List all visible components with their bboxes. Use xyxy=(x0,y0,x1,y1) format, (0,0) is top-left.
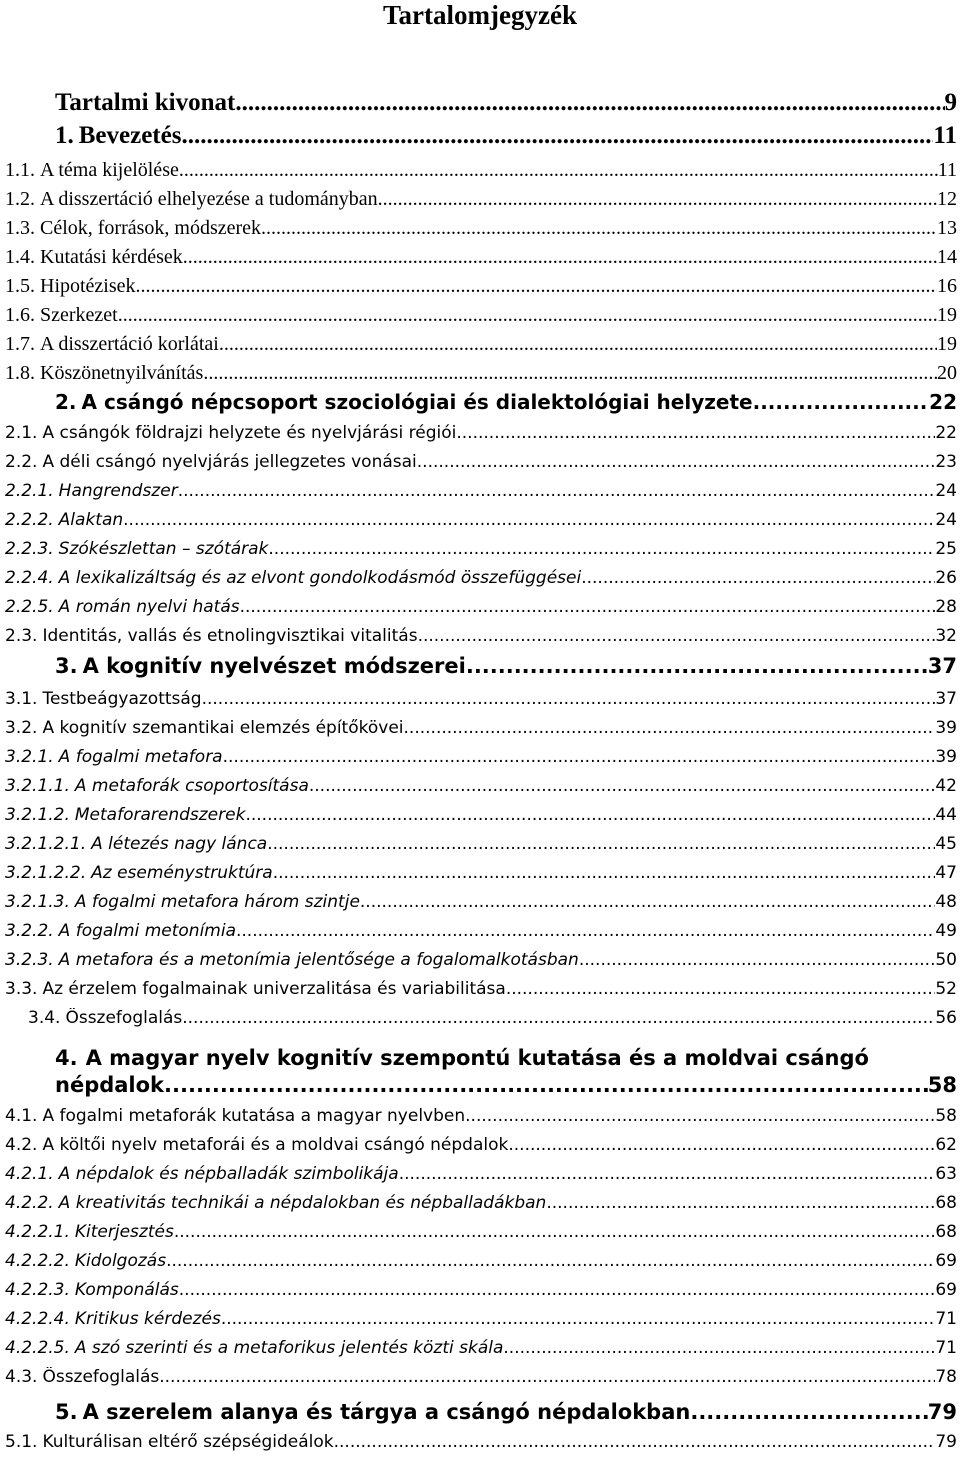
dot-leader xyxy=(219,333,937,356)
toc-entry-page-number: 52 xyxy=(935,979,957,999)
toc-entry-page-number: 22 xyxy=(929,390,957,414)
dot-leader xyxy=(508,1135,935,1155)
toc-entry-number: 3.1. xyxy=(5,689,38,709)
toc-entry-number: 4.1. xyxy=(5,1106,38,1126)
dot-leader xyxy=(221,1309,936,1329)
toc-entry-number: 1.4. xyxy=(5,246,35,268)
toc-entry-number: 2.2.3. xyxy=(5,539,54,559)
toc-entry-page-number: 39 xyxy=(935,718,957,738)
toc-entry-page-number: 28 xyxy=(935,597,957,617)
toc-entry-number: 2. xyxy=(55,390,77,414)
toc-entry-page-number: 9 xyxy=(944,89,957,116)
dot-leader xyxy=(179,1280,936,1300)
toc-entry-title-line1 xyxy=(55,1043,869,1073)
toc-entry-page-number: 23 xyxy=(935,452,957,472)
toc-entry[interactable] xyxy=(5,979,957,999)
dot-leader xyxy=(179,159,938,182)
toc-entry[interactable] xyxy=(5,275,957,298)
toc-entry-text: A fogalmi metonímia xyxy=(58,921,236,941)
toc-entry-text: A csángó népcsoport szociológiai és dialektológiai helyzete xyxy=(81,390,753,414)
toc-entry-number: 4.2.2.4. xyxy=(5,1309,70,1329)
toc-entry[interactable] xyxy=(5,1309,957,1329)
page-title: Tartalomjegyzék xyxy=(383,0,577,30)
toc-entry-page-number: 62 xyxy=(935,1135,957,1155)
toc-entry[interactable] xyxy=(55,1400,957,1424)
toc-entry-number: 4.2.2.1. xyxy=(5,1222,70,1242)
toc-entry-text: A román nyelvi hatás xyxy=(58,597,240,617)
dot-leader xyxy=(417,452,936,472)
dot-leader xyxy=(202,689,936,709)
toc-entry-text: A csángók földrajzi helyzete és nyelvjárási régiói xyxy=(42,423,457,443)
toc-entry-number: 3.2.3. xyxy=(5,950,54,970)
dot-leader xyxy=(399,1164,936,1184)
toc-entry-text: Szókészlettan – szótárak xyxy=(58,539,269,559)
dot-leader xyxy=(236,921,935,941)
toc-entry-number: 1.3. xyxy=(5,217,35,239)
toc-entry[interactable] xyxy=(5,805,957,825)
dot-leader xyxy=(235,89,944,117)
toc-entry[interactable] xyxy=(5,1280,957,1300)
toc-entry-text: A kreativitás technikái a népdalokban és népballadákban xyxy=(58,1193,547,1213)
toc-entry-page-number: 79 xyxy=(927,1400,957,1424)
toc-entry-text: A szerelem alanya és tárgya a csángó népdalokban xyxy=(82,1400,691,1424)
toc-entry-text: A magyar nyelv kognitív szempontú kutatása és a moldvai csángó xyxy=(85,1046,869,1070)
toc-entry-text: A költői nyelv metaforái és a moldvai csángó népdalok xyxy=(42,1135,509,1155)
dot-leader xyxy=(334,1432,936,1452)
toc-entry-page-number: 12 xyxy=(937,188,957,210)
toc-entry[interactable] xyxy=(5,246,957,269)
toc-entry-text: Célok, források, módszerek xyxy=(40,217,262,239)
toc-entry-text: A disszertáció korlátai xyxy=(40,333,219,355)
toc-entry-number: 2.2.4. xyxy=(5,568,54,588)
toc-entry-text: A népdalok és népballadák szimbolikája xyxy=(58,1164,399,1184)
toc-entry-page-number: 71 xyxy=(935,1309,957,1329)
toc-entry[interactable] xyxy=(5,626,957,646)
toc-entry-number: 1.7. xyxy=(5,333,35,355)
toc-entry[interactable] xyxy=(5,1367,957,1387)
dot-leader xyxy=(118,304,937,327)
toc-entry[interactable] xyxy=(5,597,957,617)
toc-entry-text: A déli csángó nyelvjárás jellegzetes vonásai xyxy=(42,452,417,472)
toc-entry-number: 3.2.1. xyxy=(5,747,54,767)
toc-entry[interactable] xyxy=(5,950,957,970)
toc-entry-number: 1.8. xyxy=(5,362,35,384)
toc-entry-page-number: 42 xyxy=(935,776,957,796)
dot-leader xyxy=(178,481,936,501)
toc-entry-number: 3.2.1.3. xyxy=(5,892,70,912)
toc-entry-number: 3.2.2. xyxy=(5,921,54,941)
dot-leader xyxy=(136,275,937,298)
toc-entry-number: 2.1. xyxy=(5,423,38,443)
toc-entry-page-number: 71 xyxy=(935,1338,957,1358)
toc-entry[interactable] xyxy=(5,834,957,854)
dot-leader xyxy=(182,1008,935,1028)
toc-entry-text: A fogalmi metafora három szintje xyxy=(74,892,360,912)
toc-entry-page-number: 78 xyxy=(935,1367,957,1387)
dot-leader xyxy=(309,776,936,796)
dot-leader xyxy=(261,217,937,240)
toc-entry[interactable] xyxy=(5,1222,957,1242)
dot-leader xyxy=(506,979,936,999)
dot-leader xyxy=(203,362,937,385)
toc-entry-text: A szó szerinti és a metaforikus jelentés közti skála xyxy=(74,1338,504,1358)
toc-entry-text: Az érzelem fogalmainak univerzalitása és variabilitása xyxy=(42,979,506,999)
toc-entry-page-number: 19 xyxy=(937,333,957,355)
dot-leader xyxy=(579,950,936,970)
toc-entry-number: 3.3. xyxy=(5,979,38,999)
dot-leader xyxy=(546,1193,935,1213)
toc-entry-text: A lexikalizáltság és az elvont gondolkodásmód összefüggései xyxy=(58,568,582,588)
toc-entry-page-number: 24 xyxy=(935,510,957,530)
dot-leader xyxy=(690,1400,927,1424)
toc-entry-number: 5.1. xyxy=(5,1432,38,1452)
toc-entry-number: 1.2. xyxy=(5,188,35,210)
toc-entry[interactable] xyxy=(5,1106,957,1126)
toc-entry[interactable] xyxy=(5,333,957,356)
toc-entry-text: Hipotézisek xyxy=(40,275,136,297)
toc-entry-number: 4.2.2.5. xyxy=(5,1338,70,1358)
toc-entry-text: Hangrendszer xyxy=(58,481,178,501)
toc-entry-text: Tartalmi kivonat xyxy=(55,89,236,116)
toc-entry-number: 4.2.2. xyxy=(5,1193,54,1213)
toc-entry-page-number: 16 xyxy=(937,275,957,297)
dot-leader xyxy=(174,1222,936,1242)
toc-entry-text: A metafora és a metonímia jelentősége a fogalomalkotásban xyxy=(58,950,579,970)
dot-leader xyxy=(378,188,937,211)
toc-entry-page-number: 50 xyxy=(935,950,957,970)
toc-entry-text: Alaktan xyxy=(58,510,124,530)
toc-entry-page-number: 69 xyxy=(935,1251,957,1271)
toc-entry-text: Köszönetnyilvánítás xyxy=(40,362,204,384)
toc-entry[interactable] xyxy=(5,510,957,530)
toc-entry-text: Szerkezet xyxy=(40,304,118,326)
toc-entry[interactable] xyxy=(5,921,957,941)
toc-entry[interactable] xyxy=(55,1073,957,1097)
toc-entry-page-number: 19 xyxy=(937,304,957,326)
dot-leader xyxy=(273,863,936,883)
toc-entry-page-number: 24 xyxy=(935,481,957,501)
toc-entry[interactable] xyxy=(5,539,957,559)
toc-entry-page-number: 44 xyxy=(935,805,957,825)
toc-entry-number: 2.2. xyxy=(5,452,38,472)
dot-leader xyxy=(166,1251,935,1271)
toc-entry-text: Identitás, vallás és etnolingvisztikai vitalitás xyxy=(42,626,418,646)
toc-entry[interactable] xyxy=(55,654,957,678)
toc-entry-page-number: 45 xyxy=(935,834,957,854)
dot-leader xyxy=(465,1106,935,1126)
toc-entry-page-number: 32 xyxy=(935,626,957,646)
toc-entry[interactable] xyxy=(5,863,957,883)
toc-entry-text: A fogalmi metaforák kutatása a magyar nyelvben xyxy=(42,1106,466,1126)
toc-entry[interactable] xyxy=(5,362,957,385)
toc-entry-page-number: 58 xyxy=(935,1106,957,1126)
dot-leader xyxy=(360,892,935,912)
dot-leader xyxy=(503,1338,935,1358)
toc-entry-page-number: 39 xyxy=(935,747,957,767)
toc-entry[interactable] xyxy=(5,304,957,327)
toc-entry-page-number: 47 xyxy=(935,863,957,883)
toc-entry-number: 1.6. xyxy=(5,304,35,326)
toc-entry-text-continuation: népdalok xyxy=(55,1073,165,1097)
toc-entry-page-number: 25 xyxy=(935,539,957,559)
toc-entry-number: 2.2.1. xyxy=(5,481,54,501)
toc-entry-page-number: 13 xyxy=(937,217,957,239)
dot-leader xyxy=(418,626,936,646)
toc-entry-text: A disszertáció elhelyezése a tudományban xyxy=(40,188,378,210)
toc-entry[interactable] xyxy=(5,568,957,588)
toc-entry[interactable] xyxy=(5,747,957,767)
toc-entry-number: 3.2. xyxy=(5,718,38,738)
toc-entry-page-number: 68 xyxy=(935,1193,957,1213)
toc-entry-text: Kutatási kérdések xyxy=(40,246,183,268)
toc-entry[interactable] xyxy=(5,1338,957,1358)
toc-entry-text: Metaforarendszerek xyxy=(74,805,246,825)
toc-entry-text: A téma kijelölése xyxy=(40,159,179,181)
toc-entry-number: 3.2.1.2.1. xyxy=(5,834,87,854)
dot-leader xyxy=(404,718,936,738)
dot-leader xyxy=(164,1073,928,1097)
toc-entry-text: A kognitív szemantikai elemzés építőkövei xyxy=(42,718,404,738)
toc-entry[interactable] xyxy=(5,718,957,738)
toc-entry-text: Összefoglalás xyxy=(65,1008,183,1028)
toc-entry-text: Komponálás xyxy=(74,1280,179,1300)
toc-entry-text: A metaforák csoportosítása xyxy=(74,776,309,796)
toc-entry-number: 3. xyxy=(55,654,78,678)
toc-entry-number: 4.2.2.3. xyxy=(5,1280,70,1300)
dot-leader xyxy=(581,568,935,588)
toc-entry-text: Kritikus kérdezés xyxy=(74,1309,221,1329)
toc-entry-page-number: 48 xyxy=(935,892,957,912)
toc-entry-text: A létezés nagy lánca xyxy=(91,834,268,854)
dot-leader xyxy=(466,654,928,678)
toc-entry-number: 2.2.2. xyxy=(5,510,54,530)
toc-entry-page-number: 37 xyxy=(935,689,957,709)
dot-leader xyxy=(267,834,935,854)
toc-entry[interactable] xyxy=(5,776,957,796)
toc-entry[interactable] xyxy=(5,892,957,912)
toc-entry-page-number: 79 xyxy=(935,1432,957,1452)
dot-leader xyxy=(245,805,935,825)
toc-entry[interactable] xyxy=(5,1193,957,1213)
toc-entry-page-number: 22 xyxy=(935,423,957,443)
toc-entry-page-number: 11 xyxy=(933,122,957,149)
toc-entry-text: Kiterjesztés xyxy=(74,1222,174,1242)
dot-leader xyxy=(123,510,935,530)
toc-entry-page-number: 56 xyxy=(935,1008,957,1028)
toc-entry[interactable] xyxy=(5,452,957,472)
toc-entry-number: 4.2.2.2. xyxy=(5,1251,70,1271)
toc-entry[interactable] xyxy=(5,1432,957,1452)
toc-entry-page-number: 68 xyxy=(935,1222,957,1242)
toc-entry-text: A kognitív nyelvészet módszerei xyxy=(82,654,466,678)
toc-entry-number: 4.2.1. xyxy=(5,1164,54,1184)
toc-entry-page-number: 14 xyxy=(937,246,957,268)
dot-leader xyxy=(456,423,935,443)
toc-entry-number: 4. xyxy=(55,1046,78,1070)
toc-entry-page-number: 58 xyxy=(927,1073,957,1097)
toc-entry[interactable] xyxy=(55,390,957,414)
toc-entry-number: 1.5. xyxy=(5,275,35,297)
toc-entry-text: Kulturálisan eltérő szépségideálok xyxy=(42,1432,334,1452)
toc-entry[interactable] xyxy=(5,423,957,443)
toc-entry[interactable] xyxy=(55,89,957,117)
toc-entry-page-number: 20 xyxy=(937,362,957,384)
dot-leader xyxy=(159,1367,935,1387)
toc-entry-number: 4.3. xyxy=(5,1367,38,1387)
toc-entry-number: 4.2. xyxy=(5,1135,38,1155)
toc-entry-page-number: 49 xyxy=(935,921,957,941)
toc-entry-page-number: 63 xyxy=(935,1164,957,1184)
dot-leader xyxy=(753,390,930,414)
toc-entry-number: 3.2.1.2. xyxy=(5,805,70,825)
toc-entry-number: 3.4. xyxy=(28,1008,61,1028)
toc-entry[interactable] xyxy=(5,188,957,211)
toc-entry[interactable] xyxy=(55,122,957,150)
toc-entry[interactable] xyxy=(5,1164,957,1184)
toc-entry-text: Bevezetés xyxy=(78,122,182,149)
toc-entry-text: A fogalmi metafora xyxy=(58,747,223,767)
toc-entry-number: 2.3. xyxy=(5,626,38,646)
toc-entry[interactable] xyxy=(5,1251,957,1271)
toc-entry[interactable] xyxy=(5,689,957,709)
toc-entry-page-number: 26 xyxy=(935,568,957,588)
dot-leader xyxy=(240,597,936,617)
toc-entry-number: 3.2.1.2.2. xyxy=(5,863,87,883)
toc-entry-number: 1. xyxy=(55,122,74,149)
toc-entry-number: 3.2.1.1. xyxy=(5,776,70,796)
dot-leader xyxy=(183,246,937,269)
toc-entry-number: 5. xyxy=(55,1400,78,1424)
toc-entry-page-number: 11 xyxy=(937,159,957,181)
dot-leader xyxy=(268,539,935,559)
toc-entry-text: Kidolgozás xyxy=(74,1251,167,1271)
dot-leader xyxy=(223,747,936,767)
toc-entry-page-number: 37 xyxy=(927,654,957,678)
dot-leader xyxy=(181,122,933,150)
toc-entry[interactable] xyxy=(5,159,957,182)
toc-entry-text: Testbeágyazottság xyxy=(42,689,202,709)
toc-entry[interactable] xyxy=(28,1008,957,1028)
toc-entry-page-number: 69 xyxy=(935,1280,957,1300)
toc-entry-number: 1.1. xyxy=(5,159,35,181)
toc-entry-number: 2.2.5. xyxy=(5,597,54,617)
toc-entry[interactable] xyxy=(5,217,957,240)
toc-entry[interactable] xyxy=(5,1135,957,1155)
toc-entry[interactable] xyxy=(5,481,957,501)
toc-entry-text: Az eseménystruktúra xyxy=(91,863,273,883)
toc-entry-text: Összefoglalás xyxy=(42,1367,160,1387)
